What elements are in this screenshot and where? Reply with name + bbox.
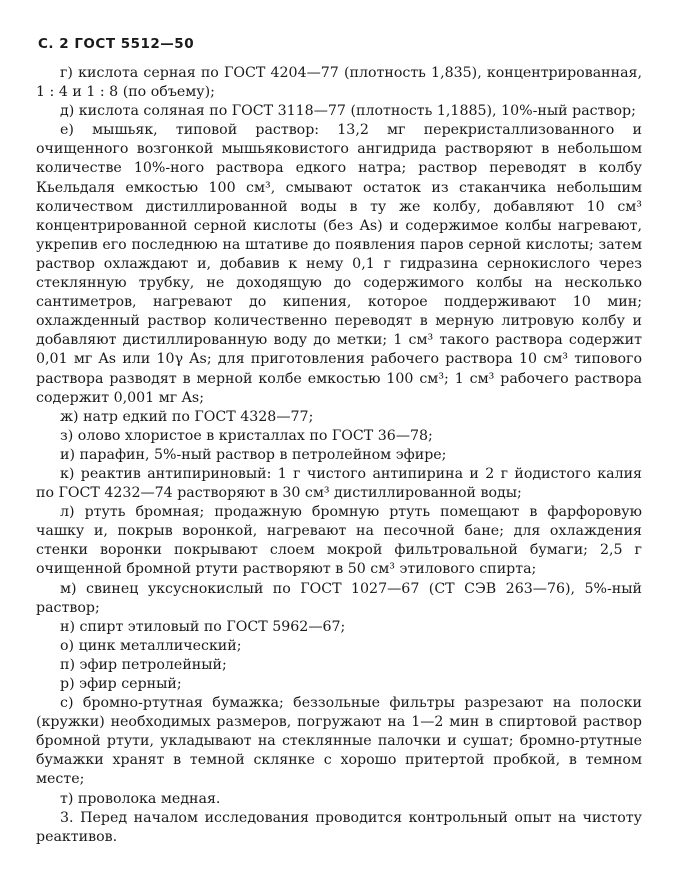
paragraph-k: к) реактив антипириновый: 1 г чистого антипирина и 2 г йодистого калия по ГОСТ 4232—74 растворяют в 30 см³ дистиллированной воды; xyxy=(36,465,642,502)
paragraph-d: д) кислота соляная по ГОСТ 3118—77 (плотность 1,1885), 10%-ный раствор; xyxy=(60,103,636,120)
paragraph-o: о) цинк металлический; xyxy=(60,637,242,654)
paragraph-s: с) бромно-ртутная бумажка; беззольные фильтры разрезают на полоски (кружки) необходимых размеров, погружают на 1—2 мин в спиртовой раствор бромной ртути, укладывают на стеклянные палочки и сушат; бромно-ртутные бумажки хранят в темной склянке с хорошо притертой пробкой, в темном месте; xyxy=(36,695,642,788)
paragraph-g: г) кислота серная по ГОСТ 4204—77 (плотность 1,835), концентрированная, 1 : 4 и 1 : 8 (по объему); xyxy=(36,65,642,101)
paragraph-m: м) свинец уксуснокислый по ГОСТ 1027—67 (СТ СЭВ 263—76), 5%-ный раствор; xyxy=(36,580,642,616)
page-header: С. 2 ГОСТ 5512—50 xyxy=(38,36,195,52)
paragraph-3: 3. Перед началом исследования проводится контрольный опыт на чистоту реактивов. xyxy=(36,809,642,845)
paragraph-z: з) олово хлористое в кристаллах по ГОСТ 36—78; xyxy=(60,427,433,444)
paragraph-p: п) эфир петролейный; xyxy=(60,656,227,673)
paragraph-e: е) мышьяк, типовой раствор: 13,2 мг перекристаллизованного и очищенного возгонкой мышьяковистого ангидрида растворяют в небольшом количестве 10%-ного раствора едкого натра; раствор переводят в колбу Кьельдаля емкостью 100 см³, смывают остаток из стаканчика небольшим количеством дистиллированной воды в ту же колбу, добавляют 10 см³ концентрированной серной кислоты (без As) и содержимое колбы нагревают, укрепив его последнюю на штативе до появления паров серной кислоты; затем раствор охлаждают и, добавив к нему 0,1 г гидразина сернокислого через стеклянную трубку, не доходящую до содержимого колбы на несколько сантиметров, нагревают до кипения, которое поддерживают 10 мин; охлажденный раствор количественно переводят в мерную литровую колбу и добавляют дистиллированную воду до метки; 1 см³ такого раствора содержит 0,01 мг As или 10γ As; для приготовления рабочего раствора 10 см³ типового раствора разводят в мерной колбе емкостью 100 см³; 1 см³ рабочего раствора содержит 0,001 мг As; xyxy=(36,122,642,406)
paragraph-i: и) парафин, 5%-ный раствор в петролейном эфире; xyxy=(60,446,447,463)
paragraph-t: т) проволока медная. xyxy=(60,790,221,807)
document-body xyxy=(36,64,642,847)
paragraph-l: л) ртуть бромная; продажную бромную ртуть помещают в фарфоровую чашку и, покрыв воронкой, нагревают на песочной бане; для охлаждения стенки воронки покрывают слоем мокрой фильтровальной бумаги; 2,5 г очищенной бромной ртути растворяют в 50 см³ этилового спирта; xyxy=(36,504,642,578)
paragraph-n: н) спирт этиловый по ГОСТ 5962—67; xyxy=(60,618,346,635)
paragraph-zh: ж) натр едкий по ГОСТ 4328—77; xyxy=(60,408,314,425)
paragraph-r: р) эфир серный; xyxy=(60,676,182,692)
